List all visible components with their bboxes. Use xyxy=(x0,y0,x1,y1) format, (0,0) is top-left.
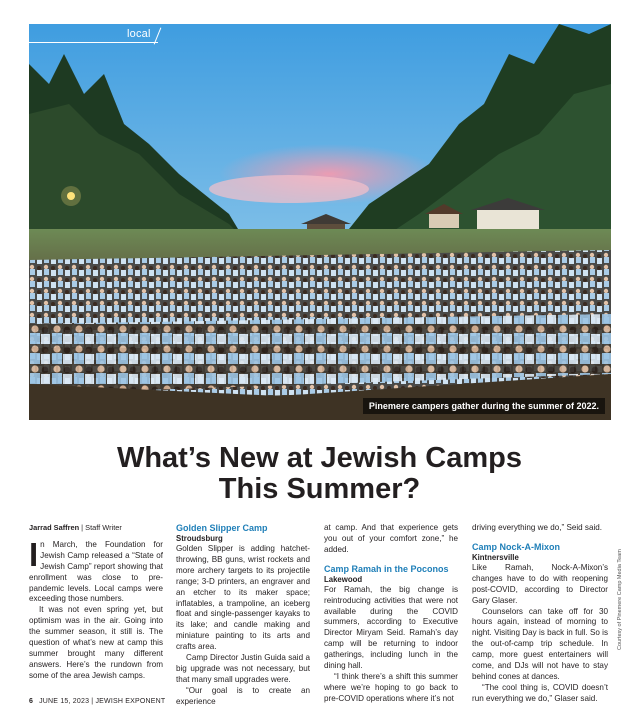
article-column-2 xyxy=(176,523,310,708)
article-column-4 xyxy=(472,523,608,705)
photo-credit: Courtesy of Pinemere Camp Media Team xyxy=(617,549,623,650)
nock-a-mixon-paragraph-3: “The cool thing is, COVID doesn’t run everything we do,” Glaser said. xyxy=(472,682,608,703)
nock-a-mixon-heading: Camp Nock-A-Mixon xyxy=(472,541,561,552)
byline-role: Staff Writer xyxy=(85,523,122,532)
folio-text: JUNE 15, 2023 | JEWISH EXPONENT xyxy=(39,698,166,705)
headline-line-1: What’s New at Jewish Camps xyxy=(116,442,523,474)
golden-slipper-heading: Golden Slipper Camp xyxy=(176,523,268,533)
section-tag-rule xyxy=(29,42,158,43)
golden-slipper-location: Stroudsburg xyxy=(176,534,223,543)
article-column-3 xyxy=(324,523,458,705)
ramah-paragraph-1: For Ramah, the big change is reintroducing activities that were not available during the COVID summers, according to Executive Director Miryam Seid. Ramah’s day camp will be returning to indoor gatherings, including lunch in the dining hall. xyxy=(324,584,458,671)
nock-a-mixon-paragraph-2: Counselors can take off for 30 hours again, instead of morning to night. Visiting Day is back in full. So is the out-of-camp trip schedule. In camp, more guest entertainers will come, and DJs will not have to stay behind cones at dances. xyxy=(472,606,608,681)
byline-author: Jarrad Saffren xyxy=(29,523,80,532)
article-column-1 xyxy=(29,523,163,682)
photo-caption: Pinemere campers gather during the summer of 2022. xyxy=(363,398,605,414)
intro-paragraph-1: In March, the Foundation for Jewish Camp released a “State of Jewish Camp” report showing that enrollment was close to pre-pandemic levels. Local camps were exceeding those numbers. xyxy=(29,535,163,604)
golden-slipper-paragraph-3: “Our goal is to create an experience xyxy=(176,685,310,706)
headline-line-2: This Summer? xyxy=(218,473,421,505)
page-folio xyxy=(29,698,165,705)
golden-slipper-paragraph-2: Camp Director Justin Guida said a big upgrade was not necessary, but that many small upgrades were. xyxy=(176,653,310,684)
byline: Jarrad Saffren | Staff Writer xyxy=(29,523,122,532)
drop-cap: I xyxy=(29,535,39,573)
ramah-paragraph-2: “I think there’s a shift this summer where we’re hoping to go back to pre-COVID operations where it’s not xyxy=(324,671,458,703)
ramah-continued: driving everything we do,” Seid said. xyxy=(472,523,603,532)
ramah-heading: Camp Ramah in the Poconos xyxy=(324,563,449,574)
headline xyxy=(0,443,639,505)
ramah-location: Lakewood xyxy=(324,574,363,584)
nock-a-mixon-paragraph-1: Like Ramah, Nock-A-Mixon’s changes have to do with reopening post-COVID, according to Director Gary Glaser. xyxy=(472,562,608,605)
section-tag: local xyxy=(127,28,151,40)
intro-paragraph-2: It was not even spring yet, but optimism was in the air. Going into the summer season, it still is. The question of what’s new at camp this summer brought many different answers. Here’s the rundown from some of the area Jewish camps. xyxy=(29,605,163,680)
golden-slipper-continued: at camp. And that experience gets you out of your comfort zone,” he added. xyxy=(324,523,458,554)
page-number: 6 xyxy=(29,698,34,705)
camp-photo-illustration xyxy=(29,24,611,420)
golden-slipper-paragraph-1: Golden Slipper is adding hatchet-throwing, BB guns, wrist rockets and more archery targets to its projectile range; 3-D printers, an engraver and an etcher to its maker space; inflatables, a trampoline, an iceberg float and single-passenger kayaks to its lake; and candle making and miniature painting to its arts and crafts area. xyxy=(176,544,310,652)
nock-a-mixon-location: Kintnersville xyxy=(472,552,519,562)
camp-photo xyxy=(29,24,611,420)
